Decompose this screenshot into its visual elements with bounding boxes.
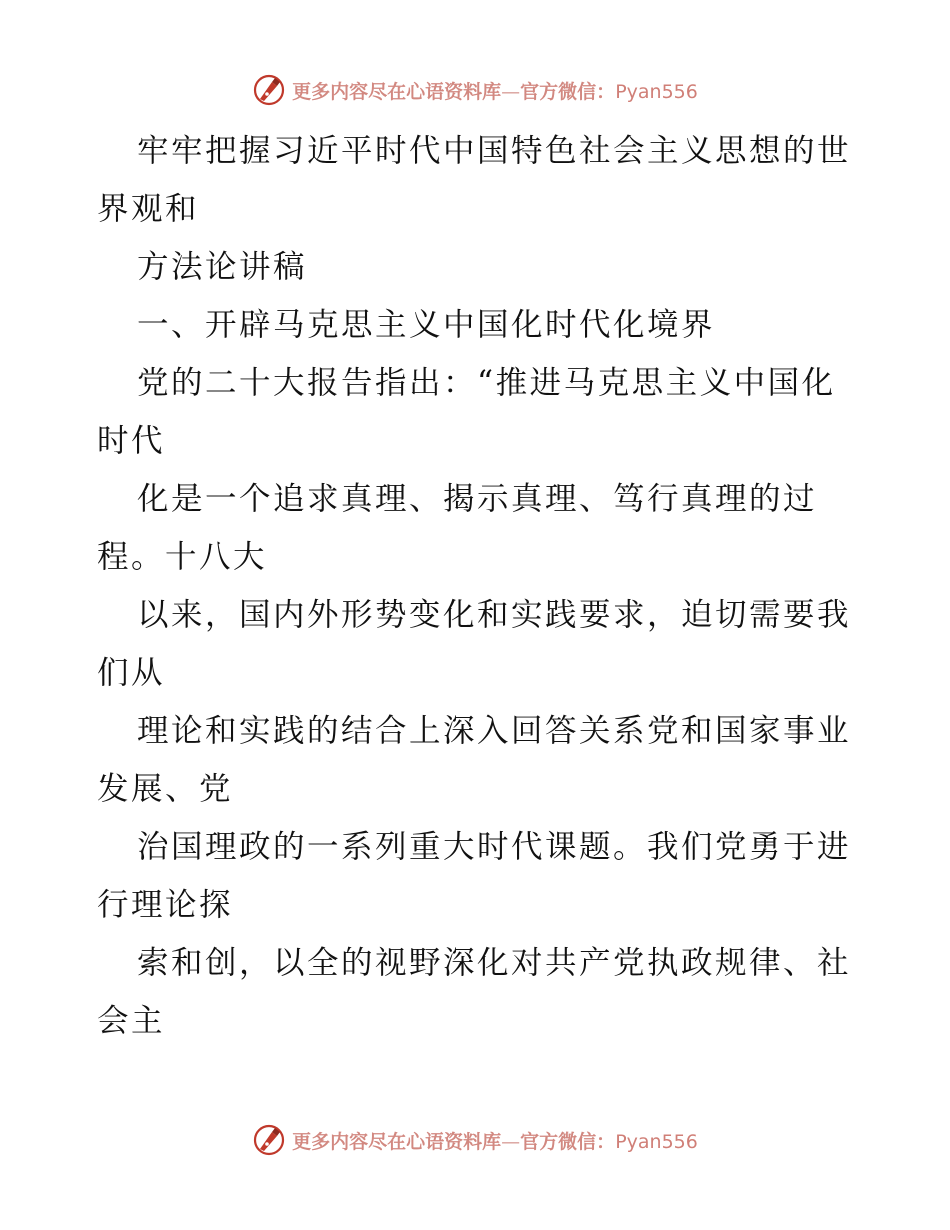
watermark-wechat-id: Pyan556 [615, 80, 698, 103]
watermark-dash: — [501, 1130, 521, 1153]
body-line: 治国理政的一系列重大时代课题。我们党勇于进 [137, 829, 852, 865]
watermark-wechat-label: 官方微信： [520, 1130, 616, 1153]
body-line: 程。十八大 [97, 539, 268, 575]
footer-watermark [0, 1120, 950, 1160]
body-line: 发展、党 [97, 771, 234, 807]
pen-nib-logo-icon [252, 73, 286, 107]
watermark-text [292, 1127, 698, 1154]
watermark-wechat-id: Pyan556 [615, 1130, 698, 1153]
pen-nib-logo-icon [252, 1123, 286, 1157]
header-watermark [0, 70, 950, 110]
body-line: 时代 [97, 423, 166, 459]
watermark-site-text: 更多内容尽在心语资料库 [292, 1130, 502, 1153]
body-line: 方法论讲稿 [137, 249, 308, 285]
body-line: 索和创，以全的视野深化对共产党执政规律、社 [137, 945, 852, 981]
watermark-wechat-label: 官方微信： [520, 80, 616, 103]
document-body [97, 122, 857, 1050]
body-line: 行理论探 [97, 887, 234, 923]
watermark-site-text: 更多内容尽在心语资料库 [292, 80, 502, 103]
body-line: 党的二十大报告指出：“推进马克思主义中国化 [137, 365, 836, 401]
watermark-text [292, 77, 698, 104]
body-line: 以来，国内外形势变化和实践要求，迫切需要我 [137, 597, 852, 633]
body-line: 们从 [97, 655, 166, 691]
body-line: 理论和实践的结合上深入回答关系党和国家事业 [137, 713, 852, 749]
body-line: 化是一个追求真理、揭示真理、笃行真理的过 [137, 481, 818, 517]
section-heading: 一、开辟马克思主义中国化时代化境界 [137, 307, 716, 343]
body-line: 牢牢把握习近平时代中国特色社会主义思想的世 [137, 133, 852, 169]
watermark-dash: — [501, 80, 521, 103]
body-line: 会主 [97, 1003, 166, 1039]
body-line: 界观和 [97, 191, 200, 227]
